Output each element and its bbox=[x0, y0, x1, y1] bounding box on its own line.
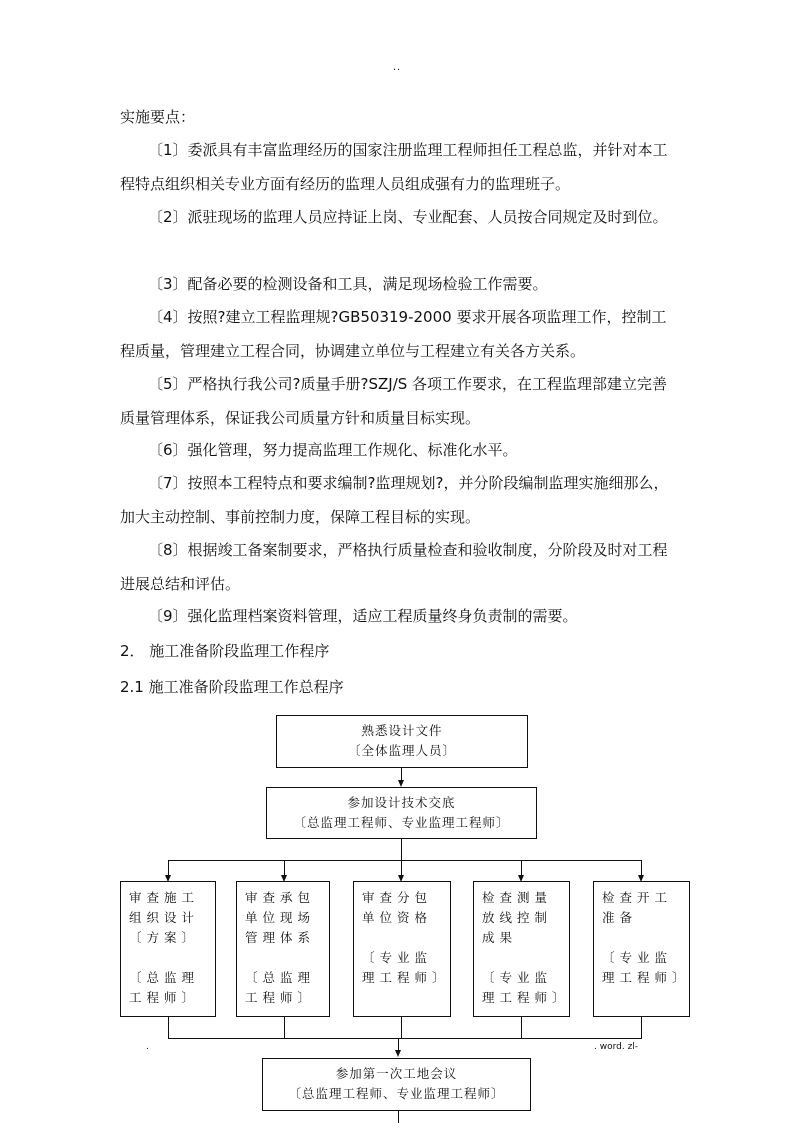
point-6: 〔6〕强化管理，努力提高监理工作规化、标准化水平。 bbox=[148, 441, 518, 459]
branch-role: 理工程师〕 bbox=[482, 990, 570, 1005]
branch-role: 〔专业监 bbox=[602, 950, 673, 965]
branch-line: 组织设计 bbox=[129, 910, 200, 925]
heading-2-1: 2.1 施工准备阶段监理工作总程序 bbox=[120, 678, 344, 696]
branch-line: 〔方案〕 bbox=[129, 930, 200, 945]
branch-line: 成果 bbox=[482, 930, 518, 945]
connector bbox=[401, 860, 402, 875]
flow-box-study-design bbox=[276, 715, 528, 768]
branch-line: 准备 bbox=[602, 910, 638, 925]
point-9: 〔9〕强化监理档案资料管理，适应工程质量终身负责制的需要。 bbox=[148, 607, 578, 625]
connector bbox=[168, 860, 169, 875]
branch-line: 审查分包 bbox=[362, 890, 433, 905]
branch-line: 审查承包 bbox=[245, 890, 316, 905]
point-8: 〔8〕根据竣工备案制要求，严格执行质量检查和验收制度，分阶段及时对工程进展总结和评估。 bbox=[120, 541, 668, 593]
flow-box-review-construction-plan bbox=[120, 881, 216, 1017]
branch-role: 理工程师〕 bbox=[362, 970, 450, 985]
connector bbox=[398, 1111, 399, 1123]
connector bbox=[641, 860, 642, 875]
branch-role: 〔总监理 bbox=[245, 970, 316, 985]
connector bbox=[401, 1017, 402, 1038]
point-1: 〔1〕委派具有丰富监理经历的国家注册监理工程师担任工程总监，并针对本工程特点组织相关专业方面有经历的监理人员组成强有力的监理班子。 bbox=[120, 141, 668, 193]
flow-box-design-briefing-role: 〔总监理工程师、专业监理工程师〕 bbox=[293, 815, 510, 830]
branch-role: 工程师〕 bbox=[129, 990, 200, 1005]
branch-bus-bottom bbox=[168, 1038, 642, 1039]
flow-box-design-briefing-title: 参加设计技术交底 bbox=[347, 795, 456, 810]
branch-line: 检查测量 bbox=[482, 890, 553, 905]
branch-role: 〔专业监 bbox=[482, 970, 553, 985]
flow-box-study-design-role: 〔全体监理人员〕 bbox=[347, 743, 456, 758]
branch-role: 〔专业监 bbox=[362, 950, 433, 965]
branch-line: 审查施工 bbox=[129, 890, 200, 905]
point-5: 〔5〕严格执行我公司?质量手册?SZJ/S 各项工作要求，在工程监理部建立完善质量管理体系，保证我公司质量方针和质量目标实现。 bbox=[120, 375, 668, 427]
point-2: 〔2〕派驻现场的监理人员应持证上岗、专业配套、人员按合同规定及时到位。 bbox=[148, 208, 668, 226]
arrow-down-icon bbox=[398, 780, 404, 787]
flow-box-design-briefing bbox=[266, 787, 537, 839]
branch-line: 检查开工 bbox=[602, 890, 673, 905]
branch-role: 理工程师〕 bbox=[602, 970, 690, 985]
branch-line: 放线控制 bbox=[482, 910, 553, 925]
connector bbox=[641, 1017, 642, 1038]
branch-role: 〔总监理 bbox=[129, 970, 200, 985]
section-lead: 实施要点： bbox=[120, 108, 196, 126]
flow-box-study-design-title: 熟悉设计文件 bbox=[361, 723, 443, 738]
footer-watermark: . word. zl- bbox=[594, 1042, 639, 1052]
connector bbox=[401, 839, 402, 860]
connector bbox=[398, 1038, 399, 1050]
heading-2: 2． 施工准备阶段监理工作程序 bbox=[120, 642, 330, 660]
footer-left-mark: . bbox=[146, 1042, 149, 1052]
arrow-down-icon bbox=[395, 1050, 401, 1057]
flow-box-review-contractor-system bbox=[236, 881, 330, 1017]
flow-box-review-subcontractor bbox=[353, 881, 451, 1017]
branch-line: 管理体系 bbox=[245, 930, 316, 945]
flow-box-check-survey bbox=[473, 881, 570, 1017]
branch-bus-top bbox=[168, 860, 642, 861]
connector bbox=[168, 1017, 169, 1038]
flow-box-first-site-meeting-role: 〔总监理工程师、专业监理工程师〕 bbox=[288, 1086, 505, 1101]
flow-box-first-site-meeting-title: 参加第一次工地会议 bbox=[335, 1066, 458, 1081]
connector bbox=[521, 860, 522, 875]
connector bbox=[284, 860, 285, 875]
point-7: 〔7〕按照本工程特点和要求编制?监理规划?，并分阶段编制监理实施细那么，加大主动控制、事前控制力度，保障工程目标的实现。 bbox=[120, 474, 669, 526]
branch-line: 单位资格 bbox=[362, 910, 433, 925]
connector bbox=[284, 1017, 285, 1038]
branch-role: 工程师〕 bbox=[245, 990, 316, 1005]
header-mark: .. bbox=[392, 62, 402, 73]
connector bbox=[521, 1017, 522, 1038]
flow-box-first-site-meeting bbox=[262, 1058, 531, 1111]
flow-box-check-start-preparation bbox=[593, 881, 690, 1017]
point-3: 〔3〕配备必要的检测设备和工具，满足现场检验工作需要。 bbox=[148, 275, 548, 293]
point-4: 〔4〕按照?建立工程监理规?GB50319-2000 要求开展各项监理工作，控制工程质量，管理建立工程合同，协调建立单位与工程建立有关各方关系。 bbox=[120, 308, 667, 360]
branch-line: 单位现场 bbox=[245, 910, 316, 925]
